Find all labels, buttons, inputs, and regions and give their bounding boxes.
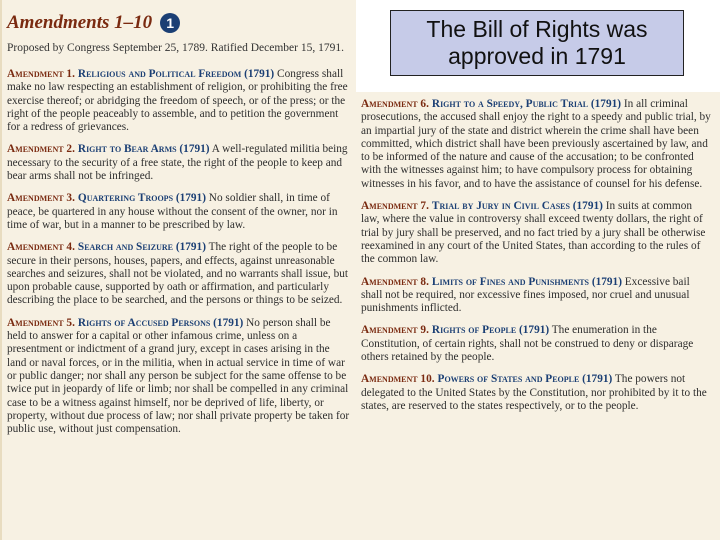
amendment-number: Amendment 2. — [7, 143, 75, 156]
amendment-title: Trial by Jury in Civil Cases (1791) — [431, 200, 603, 213]
amendment-text: The right of the people to be secure in their persons, houses, papers, and effects, against unreasonable searches and seizures, shall not be violated, and no warrants shall issue, but upon probable cause, supported by oath or affirmation, and particularly describing the place to be searched, and the persons or things to be seized. — [7, 241, 349, 307]
amendment-text: Excessive bail shall not be required, nor excessive fines imposed, nor cruel and unusual punishments inflicted. — [361, 275, 690, 315]
amendment-number: Amendment 10. — [361, 373, 435, 386]
amendment-title: Powers of States and People (1791) — [437, 373, 613, 386]
amendment-number: Amendment 8. — [361, 275, 429, 288]
amendment-title: Quartering Troops (1791) — [77, 192, 206, 205]
amendment-text: Congress shall make no law respecting an establishment of religion, or prohibiting the free exercise thereof; or abridging the freedom of speech, or of the press; or the right of the people peaceably to assemble, and to petition the government for a redress of grievances. — [7, 68, 348, 134]
amendment-text: A well-regulated militia being necessary to the security of a free state, the right of the people to keep and bear arms shall not be infringed. — [7, 143, 348, 183]
amendment-number: Amendment 1. — [7, 68, 75, 80]
proposed-ratified-line: Proposed by Congress September 25, 1789. Ratified December 15, 1791. — [7, 42, 344, 54]
amendment-3 — [7, 192, 350, 232]
amendment-text: No person shall be held to answer for a capital or other infamous crime, unless on a presentment or indictment of a grand jury, except in cases arising in the land or naval forces, or in the militia, when in actual service in time of war or public danger; nor shall any person be subject for the same offense to be twice put in jeopardy of life or limb; nor shall be compelled in any criminal case to be a witness against himself, nor be deprived of life, liberty, or property, without due process of law; nor shall private property be taken for public use, without just compensation. — [7, 316, 350, 436]
amendment-text: The enumeration in the Constitution, of certain rights, shall not be construed to deny or disparage others retained by the people. — [361, 324, 694, 364]
page-title: Amendments 1–10 — [7, 12, 153, 33]
right-column — [361, 98, 711, 422]
amendment-7 — [361, 200, 711, 266]
amendment-title: Rights of Accused Persons (1791) — [77, 316, 244, 329]
callout-text: The Bill of Rights was approved in 1791 — [426, 16, 648, 69]
amendment-title: Rights of People (1791) — [431, 324, 550, 337]
amendment-title: Search and Seizure (1791) — [77, 241, 206, 254]
number-badge-icon: 1 — [160, 13, 180, 33]
amendment-text: No soldier shall, in time of peace, be quartered in any house without the consent of the owner, nor in time of war, but in a manner to be prescribed by law. — [7, 192, 338, 231]
amendment-8 — [361, 276, 711, 316]
amendment-1 — [7, 68, 350, 134]
amendment-title: Limits of Fines and Punishments (1791) — [431, 275, 622, 288]
amendment-5 — [7, 317, 350, 437]
page-header — [7, 10, 180, 36]
amendment-number: Amendment 7. — [361, 200, 429, 213]
amendment-text: The powers not delegated to the United States by the Constitution, nor prohibited by it to the states, are reserved to the states respectively, or to the people. — [361, 373, 707, 412]
amendment-2 — [7, 143, 350, 183]
callout-box — [390, 10, 684, 76]
amendment-text: In suits at common law, where the value in controversy shall exceed twenty dollars, the right of trial by jury shall be preserved, and no fact tried by a jury shall be otherwise reexamined in any court of the United States, than according to the rules of the common law. — [361, 200, 706, 266]
amendment-title: Religious and Political Freedom (1791) — [77, 68, 275, 80]
amendment-number: Amendment 4. — [7, 241, 75, 254]
amendment-text: In all criminal prosecutions, the accused shall enjoy the right to a speedy and public trial, by an impartial jury of the state and district wherein the crime shall have been committed, which district shall have been previously ascertained by law, and to be informed of the nature and cause of the accusation; to be confronted with the witnesses against him; to have compulsory process for obtaining witnesses in his favor, and to have the assistance of counsel for his defense. — [361, 98, 711, 190]
amendment-number: Amendment 9. — [361, 324, 429, 337]
amendment-title: Right to Bear Arms (1791) — [77, 143, 210, 156]
amendment-number: Amendment 5. — [7, 316, 75, 329]
amendment-10 — [361, 373, 711, 413]
amendment-title: Right to a Speedy, Public Trial (1791) — [431, 98, 622, 110]
amendment-6 — [361, 98, 711, 191]
amendment-9 — [361, 324, 711, 364]
amendment-4 — [7, 241, 350, 307]
amendment-number: Amendment 3. — [7, 192, 75, 205]
amendment-number: Amendment 6. — [361, 98, 429, 110]
left-column — [7, 68, 350, 445]
